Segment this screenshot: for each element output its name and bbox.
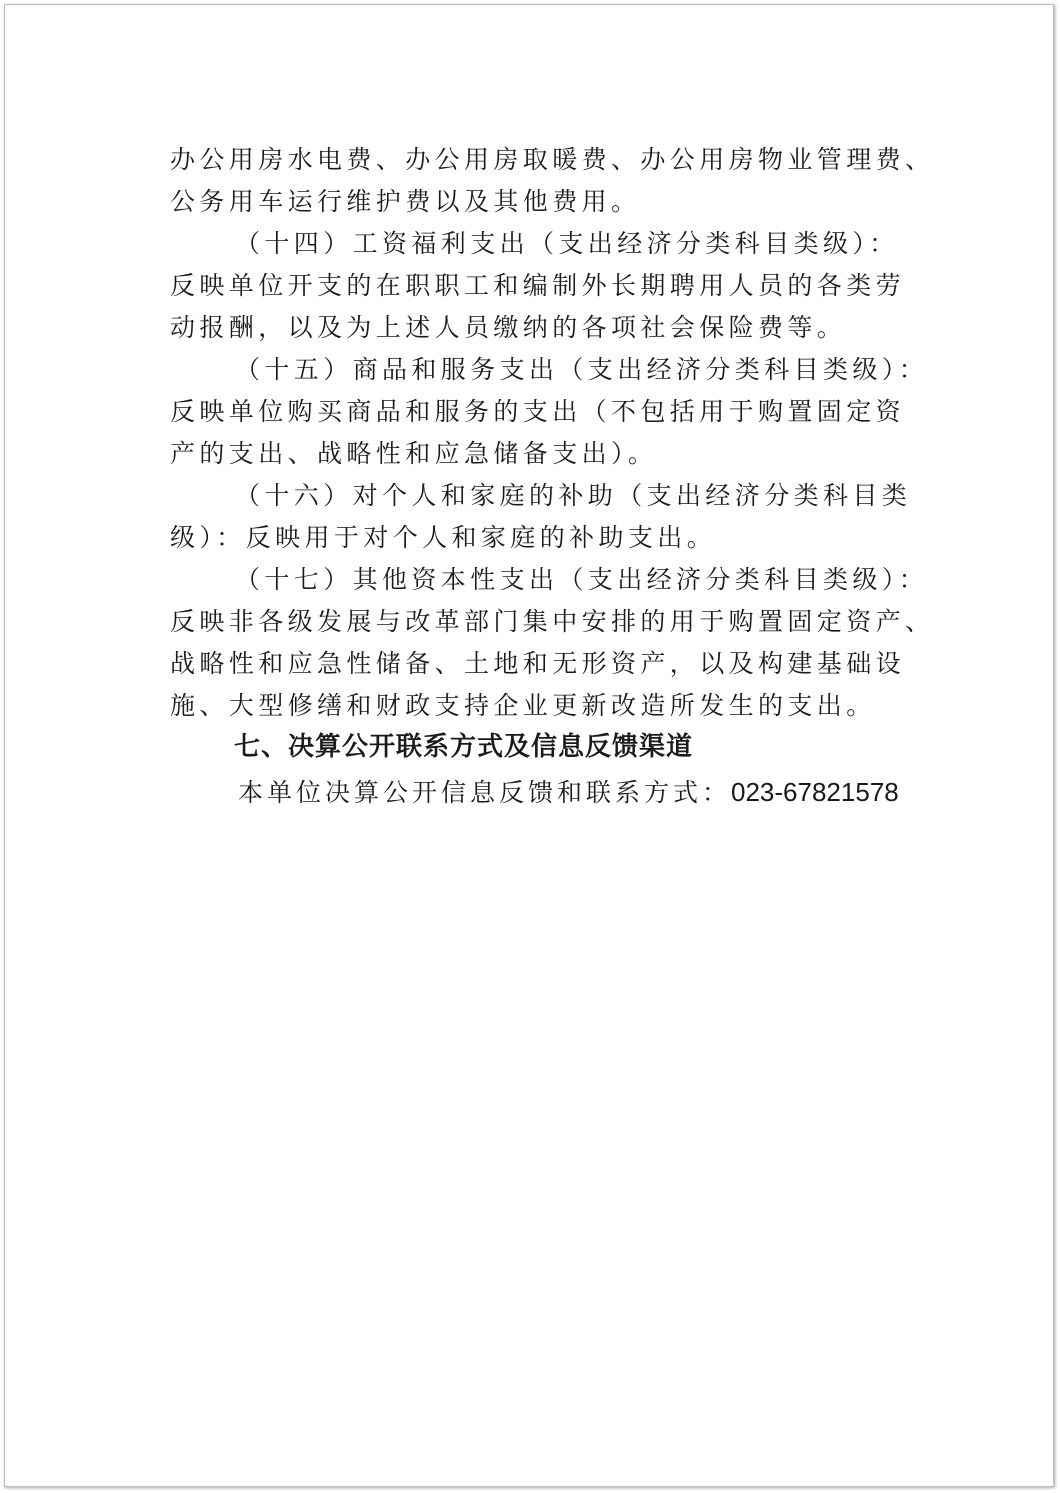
paragraph-line: 级）：反映用于对个人和家庭的补助支出。 — [170, 523, 717, 552]
item-16-heading-line: （十六）对个人和家庭的补助（支出经济分类科目类 — [235, 481, 912, 510]
contact-label: 本单位决算公开信息反馈和联系方式： — [238, 778, 732, 807]
item-15-heading-line: （十五）商品和服务支出（支出经济分类科目类级）： — [235, 355, 929, 384]
paragraph-line: 反映单位购买商品和服务的支出（不包括用于购置固定资 — [170, 397, 906, 426]
item-17-heading-line: （十七）其他资本性支出（支出经济分类科目类级）： — [235, 565, 929, 594]
section-heading: 七、决算公开联系方式及信息反馈渠道 — [234, 732, 694, 762]
contact-line — [170, 767, 920, 817]
item-14-heading-line: （十四）工资福利支出（支出经济分类科目类级）： — [235, 229, 899, 258]
paragraph-line: 施、大型修缮和财政支持企业更新改造所发生的支出。 — [170, 691, 876, 720]
document-page — [4, 4, 1054, 1487]
paragraph-line: 公务用车运行维护费以及其他费用。 — [170, 187, 641, 216]
paragraph-line: 反映非各级发展与改革部门集中安排的用于购置固定资产、 — [170, 607, 935, 636]
document-body — [170, 139, 935, 817]
paragraph-line: 反映单位开支的在职职工和编制外长期聘用人员的各类劳 — [170, 271, 906, 300]
paragraph-line: 战略性和应急性储备、土地和无形资产，以及构建基础设 — [170, 649, 906, 678]
contact-phone: 023-67821578 — [731, 777, 899, 807]
paragraph-line: 办公用房水电费、办公用房取暖费、办公用房物业管理费、 — [170, 145, 935, 174]
paragraph-line: 动报酬，以及为上述人员缴纳的各项社会保险费等。 — [170, 313, 847, 342]
paragraph-line: 产的支出、战略性和应急储备支出）。 — [170, 439, 658, 468]
